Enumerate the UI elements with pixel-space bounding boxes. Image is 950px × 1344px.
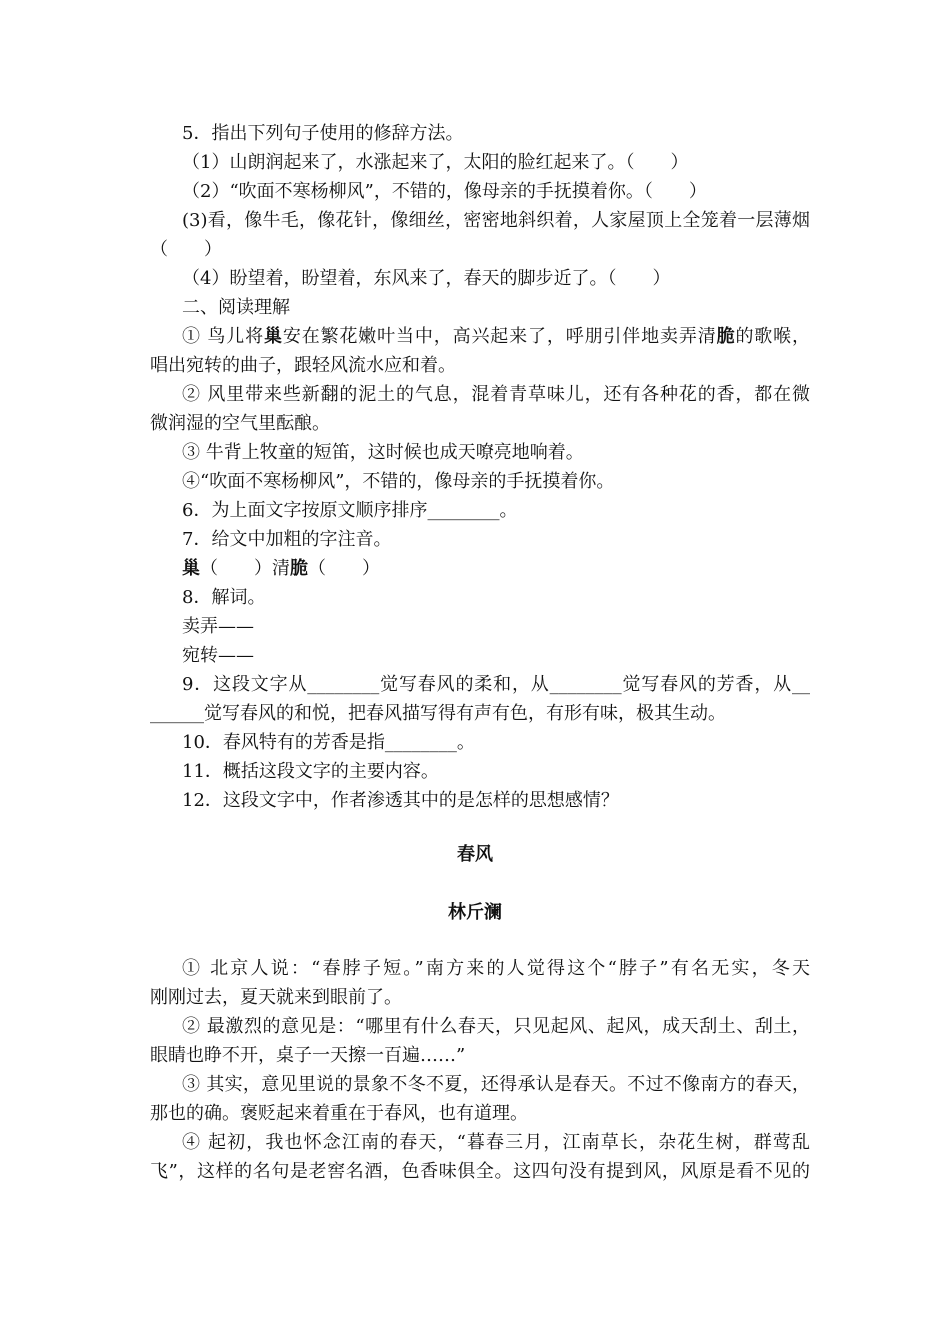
question-12: 12．这段文字中，作者渗透其中的是怎样的思想感情？ xyxy=(182,790,619,811)
question-11: 11．概括这段文字的主要内容。 xyxy=(182,761,439,782)
section-heading: 二、阅读理解 xyxy=(182,297,290,318)
question-5-item-2: （2）“吹面不寒杨柳风”，不错的，像母亲的手抚摸着你。（ ） xyxy=(182,181,707,202)
bold-char-nest: 巢 xyxy=(264,326,283,347)
question-10: 10．春风特有的芳香是指________。 xyxy=(182,732,475,753)
article-paragraph-4: ④ 起初，我也怀念江南的春天，“暮春三月，江南草长，杂花生树，群莺乱 xyxy=(182,1132,810,1153)
passage-paragraph-2-line-2: 微润湿的空气里酝酿。 xyxy=(150,413,330,434)
article-paragraph-1: ① 北京人说：“春脖子短。”南方来的人觉得这个“脖子”有名无实，冬天 xyxy=(182,958,810,979)
article-paragraph-4-line-2: 飞”，这样的名句是老窖名酒，色香味俱全。这四句没有提到风，风原是看不见的 xyxy=(150,1161,810,1182)
passage-paragraph-1: ① 鸟儿将巢安在繁花嫩叶当中，高兴起来了，呼朋引伴地卖弄清脆的歌喉， xyxy=(182,326,811,347)
article-title: 春风 xyxy=(457,844,493,865)
passage-paragraph-2: ② 风里带来些新翻的泥土的气息，混着青草味儿，还有各种花的香，都在微 xyxy=(182,384,810,405)
question-5-item-1: （1）山朗润起来了，水涨起来了，太阳的脸红起来了。（ ） xyxy=(182,152,689,173)
question-7: 7．给文中加粗的字注音。 xyxy=(182,529,392,550)
article-paragraph-3: ③ 其实，意见里说的景象不冬不夏，还得承认是春天。不过不像南方的春天， xyxy=(182,1074,810,1095)
question-5-item-3: (3)看，像牛毛，像花针，像细丝，密密地斜织着，人家屋顶上全笼着一层薄烟 xyxy=(182,210,810,231)
question-8-term-1: 卖弄—— xyxy=(182,616,254,637)
question-5-item-4: （4）盼望着，盼望着，东风来了，春天的脚步近了。（ ） xyxy=(182,268,671,289)
question-9-line-2: ______觉写春风的和悦，把春风描写得有声有色，有形有味，极其生动。 xyxy=(150,703,726,724)
passage-paragraph-3: ③ 牛背上牧童的短笛，这时候也成天嘹亮地响着。 xyxy=(182,442,584,463)
passage-paragraph-1-line-2: 唱出宛转的曲子，跟轻风流水应和着。 xyxy=(150,355,456,376)
article-paragraph-2-line-2: 眼睛也睁不开，桌子一天擦一百遍……” xyxy=(150,1045,466,1066)
article-paragraph-2: ② 最激烈的意见是：“哪里有什么春天，只见起风、起风，成天刮土、刮土， xyxy=(182,1016,810,1037)
question-5-item-3-blank: （ ） xyxy=(150,239,222,260)
article-author: 林斤澜 xyxy=(448,902,502,923)
question-5: 5．指出下列句子使用的修辞方法。 xyxy=(182,123,464,144)
question-6: 6．为上面文字按原文顺序排序________。 xyxy=(182,500,518,521)
passage-paragraph-4: ④“吹面不寒杨柳风”，不错的，像母亲的手抚摸着你。 xyxy=(182,471,615,492)
article-paragraph-3-line-2: 那也的确。褒贬起来着重在于春风，也有道理。 xyxy=(150,1103,528,1124)
question-7-answers: 巢（ ）清脆（ ） xyxy=(182,558,380,579)
bold-char-crisp: 脆 xyxy=(716,326,736,347)
question-8-term-2: 宛转—— xyxy=(182,645,254,666)
article-paragraph-1-line-2: 刚刚过去，夏天就来到眼前了。 xyxy=(150,987,402,1008)
question-9: 9．这段文字从________觉写春风的柔和，从________觉写春风的芳香，从__ xyxy=(182,674,810,695)
question-8: 8．解词。 xyxy=(182,587,266,608)
